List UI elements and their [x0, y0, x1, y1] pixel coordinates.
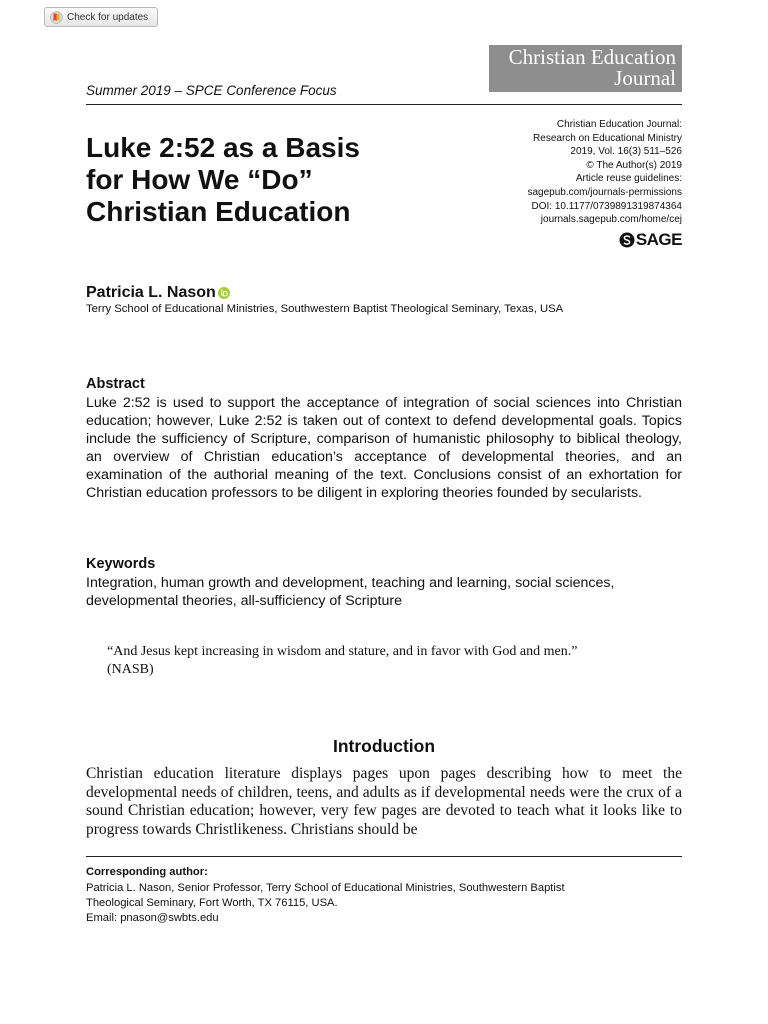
corresponding-author-heading: Corresponding author: — [86, 866, 208, 878]
author-affiliation: Terry School of Educational Ministries, Southwestern Baptist Theological Seminary, Texas, USA — [86, 303, 564, 315]
journal-home-link[interactable]: journals.sagepub.com/home/cej — [540, 214, 682, 226]
reuse-guidelines-label: Article reuse guidelines: — [575, 173, 682, 185]
permissions-link[interactable]: sagepub.com/journals-permissions — [527, 186, 682, 198]
sage-logo-icon — [619, 232, 635, 248]
epigraph — [107, 643, 677, 679]
journal-subtitle: Research on Educational Ministry — [533, 132, 682, 144]
orcid-icon[interactable] — [218, 287, 230, 299]
check-for-updates-label: Check for updates — [67, 11, 149, 23]
journal-name-line-1: Christian Education — [508, 45, 676, 69]
header-rule — [86, 104, 682, 105]
introduction-heading: Introduction — [332, 736, 436, 756]
author-name — [86, 284, 230, 302]
corresponding-author-details — [86, 881, 686, 926]
footnote-rule — [86, 856, 682, 857]
corresponding-author-line-2: Theological Seminary, Fort Worth, TX 76115, USA. — [86, 897, 338, 909]
journal-full-name: Christian Education Journal: — [556, 119, 682, 130]
journal-name-box — [489, 45, 682, 92]
crossmark-icon — [50, 11, 63, 24]
volume-info: 2019, Vol. 16(3) 511–526 — [570, 146, 682, 158]
check-for-updates-button[interactable] — [44, 7, 158, 27]
publisher-name: SAGE — [635, 230, 682, 249]
introduction-text: Christian education literature displays pages upon pages describing how to meet the developmental needs of children, teens, and adults as if developmental needs were the crux of a sound Christian education; however, very few pages are devoted to teach what it looks like to progress towards Christlikeness. Christians should be — [86, 765, 682, 839]
epigraph-source: (NASB) — [107, 662, 154, 677]
article-title — [86, 132, 406, 228]
copyright: © The Author(s) 2019 — [586, 159, 682, 171]
issue-line: Summer 2019 – SPCE Conference Focus — [86, 83, 337, 98]
author-name-text: Patricia L. Nason — [86, 284, 216, 301]
article-metadata — [482, 118, 682, 227]
corresponding-author-line-1: Patricia L. Nason, Senior Professor, Terry School of Educational Ministries, Southwestern Baptist — [86, 882, 565, 894]
title-line-2: for How We “Do” — [86, 164, 313, 195]
journal-name-line-2: Journal — [614, 66, 676, 90]
epigraph-quote: “And Jesus kept increasing in wisdom and stature, and in favor with God and men.” — [107, 644, 578, 659]
abstract-heading: Abstract — [86, 376, 145, 392]
corresponding-author-email[interactable]: Email: pnason@swbts.edu — [86, 912, 219, 924]
title-line-3: Christian Education — [86, 196, 351, 227]
abstract-text: Luke 2:52 is used to support the acceptance of integration of social sciences into Christian education; however, Luke 2:52 is taken out of context to defend developmental goals. Topics include the sufficiency of Scripture, comparison of humanistic philosophy to biblical theology, an overview of Christian education’s acceptance of developmental theories, and an examination of the authorial meaning of the text. Conclusions consist of an exhortation for Christian education professors to be diligent in exploring theories founded by secularists. — [86, 395, 682, 502]
title-line-1: Luke 2:52 as a Basis — [86, 132, 360, 163]
keywords-heading: Keywords — [86, 556, 156, 572]
keywords-text: Integration, human growth and development, teaching and learning, social sciences, developmental theories, all-sufficiency of Scripture — [86, 575, 615, 610]
publisher-logo — [619, 230, 682, 250]
doi[interactable]: DOI: 10.1177/0739891319874364 — [531, 200, 682, 212]
